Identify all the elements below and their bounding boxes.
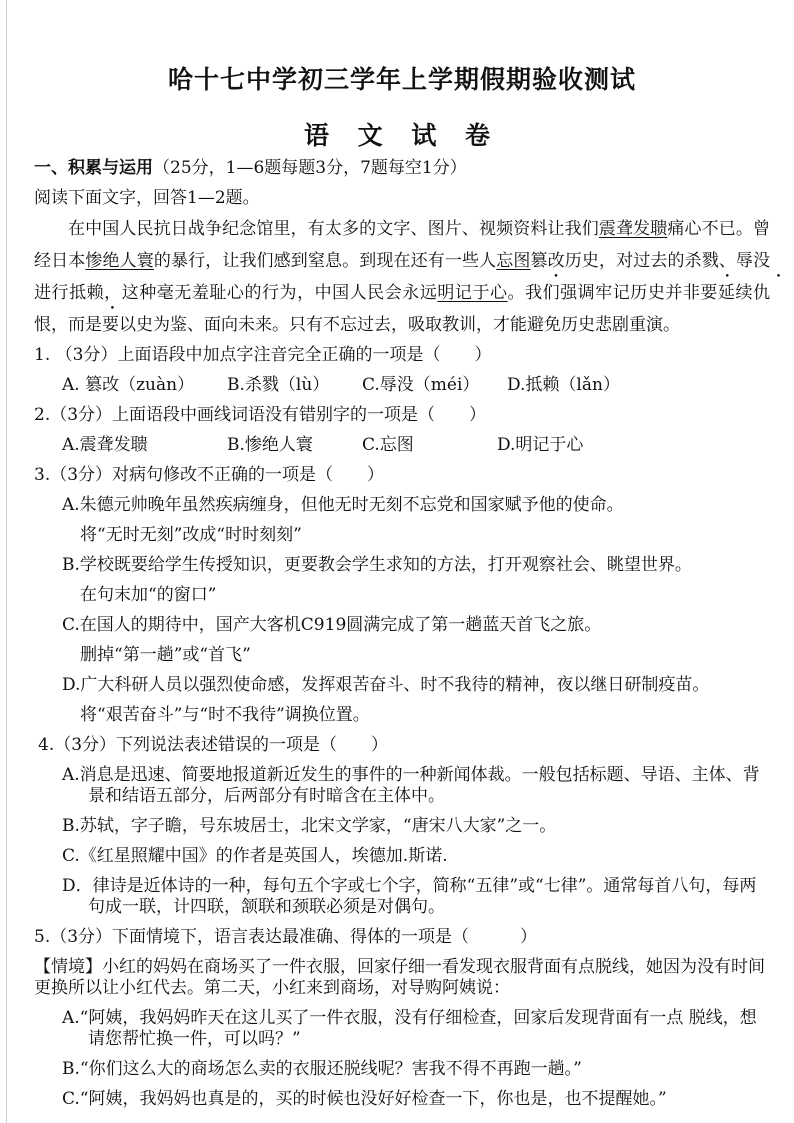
- passage-text: 。我们强调牢记历史并非要延续仇恨，而是要以史为鉴、面向未来。只有不忘过去，吸取教训，才能避免历史悲剧重演。: [34, 283, 771, 335]
- passage-text: 的暴行，让我们感到窒息。到现在还有一些人: [153, 251, 497, 271]
- question-5-context: 【情境】小红的妈妈在商场买了一件衣服，回家仔细一看发现衣服背面有点脱线，她因为没有时间更换所以让小红代去。第二天，小红来到商场，对导购阿姨说：: [34, 957, 765, 998]
- option-b: B.苏轼，字子瞻，号东坡居士，北宋文学家，“唐宋八大家”之一。: [62, 816, 557, 836]
- dotted-char-3: 没: [753, 251, 771, 271]
- question-3-stem: 3.（3分）对病句修改不正确的一项是（ ）: [34, 465, 385, 485]
- option-a: A.消息是迅速、简要地报道新近发生的事件的一种新闻体裁。一般包括标题、导语、主体、背景和结语五部分，后两部分有时暗含在主体中。: [62, 765, 760, 806]
- question-2-stem: 2.（3分）上面语段中画线词语没有错别字的一项是（ ）: [34, 405, 487, 425]
- option-b: B.杀戮（lù）: [227, 375, 330, 395]
- option-c: C.《红星照耀中国》的作者是英国人，埃德加.斯诺.: [62, 846, 448, 866]
- option-a: A.“阿姨，我妈妈昨天在这儿买了一件衣服，没有仔细检查，回家后发现背面有一点 脱线，想请您帮忙换一件，可以吗？”: [62, 1008, 757, 1049]
- question-2-options: [34, 435, 770, 456]
- underlined-word-1: 震聋发聩: [598, 219, 668, 239]
- option-b: B.惨绝人寰: [227, 435, 313, 455]
- option-c: C.在国人的期待中，国产大客机C919圆满完成了第一趟蓝天首飞之旅。: [62, 615, 602, 635]
- option-c: C.忘图: [362, 435, 414, 455]
- option-d: D.广大科研人员以强烈使命感，发挥艰苦奋斗、时不我待的精神，夜以继日研制疫苗。: [62, 675, 710, 695]
- question-1-options: [34, 375, 770, 396]
- passage-text: 在中国人民抗日战争纪念馆里，有太多的文字、图片、视频资料让我们: [68, 219, 599, 239]
- passage-text: ，这种毫无羞耻心的行为，中国人民会永远: [104, 283, 438, 303]
- option-c: C.“阿姨，我妈妈也真是的，买的时候也没好好检查一下，你也是，也不提醒她。”: [62, 1089, 667, 1109]
- question-4-stem: 4.（3分）下列说法表述错误的一项是（ ）: [38, 735, 389, 755]
- option-d: D.明记于心: [497, 435, 584, 455]
- option-d-fix: 将“艰苦奋斗”与“时不我待”调换位置。: [80, 705, 370, 725]
- option-c-fix: 删掉“第一趟”或“首飞”: [80, 645, 251, 665]
- section1-title: 一、积累与运用: [34, 158, 153, 178]
- section1-heading: [34, 158, 770, 179]
- option-d: D.抵赖（lǎn）: [507, 375, 620, 395]
- exam-page: [34, 62, 770, 1119]
- dotted-char-2: 戮: [701, 251, 719, 271]
- option-a-fix: 将“无时无刻”改成“时时刻刻”: [80, 525, 302, 545]
- section1-instruction: 阅读下面文字，回答1—2题。: [34, 188, 260, 208]
- passage-text: 改历史，对过去的杀: [547, 251, 702, 271]
- dotted-char-4: 赖: [86, 283, 105, 303]
- exam-subtitle: 语 文 试 卷: [303, 121, 501, 150]
- passage-text: 进行抵: [34, 283, 87, 303]
- passage-text: 、辱: [718, 251, 754, 271]
- question-5-stem: 5.（3分）下面情境下，语言表达最准确、得体的一项是（ ）: [34, 927, 538, 947]
- option-c: C.辱没（méi）: [362, 375, 480, 395]
- exam-title: 哈十七中学初三学年上学期假期验收测试: [167, 65, 636, 94]
- option-b-fix: 在句末加“的窗口”: [80, 585, 217, 605]
- dotted-char-1: 篡: [530, 251, 548, 271]
- option-a: A.朱德元帅晚年虽然疾病缠身，但他无时无刻不忘党和国家赋予他的使命。: [62, 495, 624, 515]
- reading-passage: [34, 213, 770, 341]
- underlined-word-2: 惨绝人寰: [85, 251, 154, 271]
- option-a: A.震聋发聩: [62, 435, 148, 455]
- underlined-word-3: 忘图: [496, 251, 531, 271]
- underlined-word-4: 明记于心: [437, 283, 508, 303]
- page-edge: [6, 0, 7, 1123]
- option-a: A. 篡改（zuàn）: [62, 375, 195, 395]
- option-b: B.学校既要给学生传授知识，更要教会学生求知的方法，打开观察社会、眺望世界。: [62, 555, 692, 575]
- option-b: B.“你们这么大的商场怎么卖的衣服还脱线呢？害我不得不再跑一趟。”: [62, 1059, 582, 1079]
- question-1-stem: 1. （3分）上面语段中加点字注音完全正确的一项是（ ）: [34, 345, 492, 365]
- option-d: D．律诗是近体诗的一种，每句五个字或七个字，简称“五律”或“七律”。通常每首八句，每两句成一联，计四联，颔联和颈联必须是对偶句。: [62, 876, 757, 917]
- passage-text: 痛心不已。曾经日本: [34, 219, 770, 271]
- section1-scoring: （25分，1—6题每题3分，7题每空1分）: [153, 158, 467, 178]
